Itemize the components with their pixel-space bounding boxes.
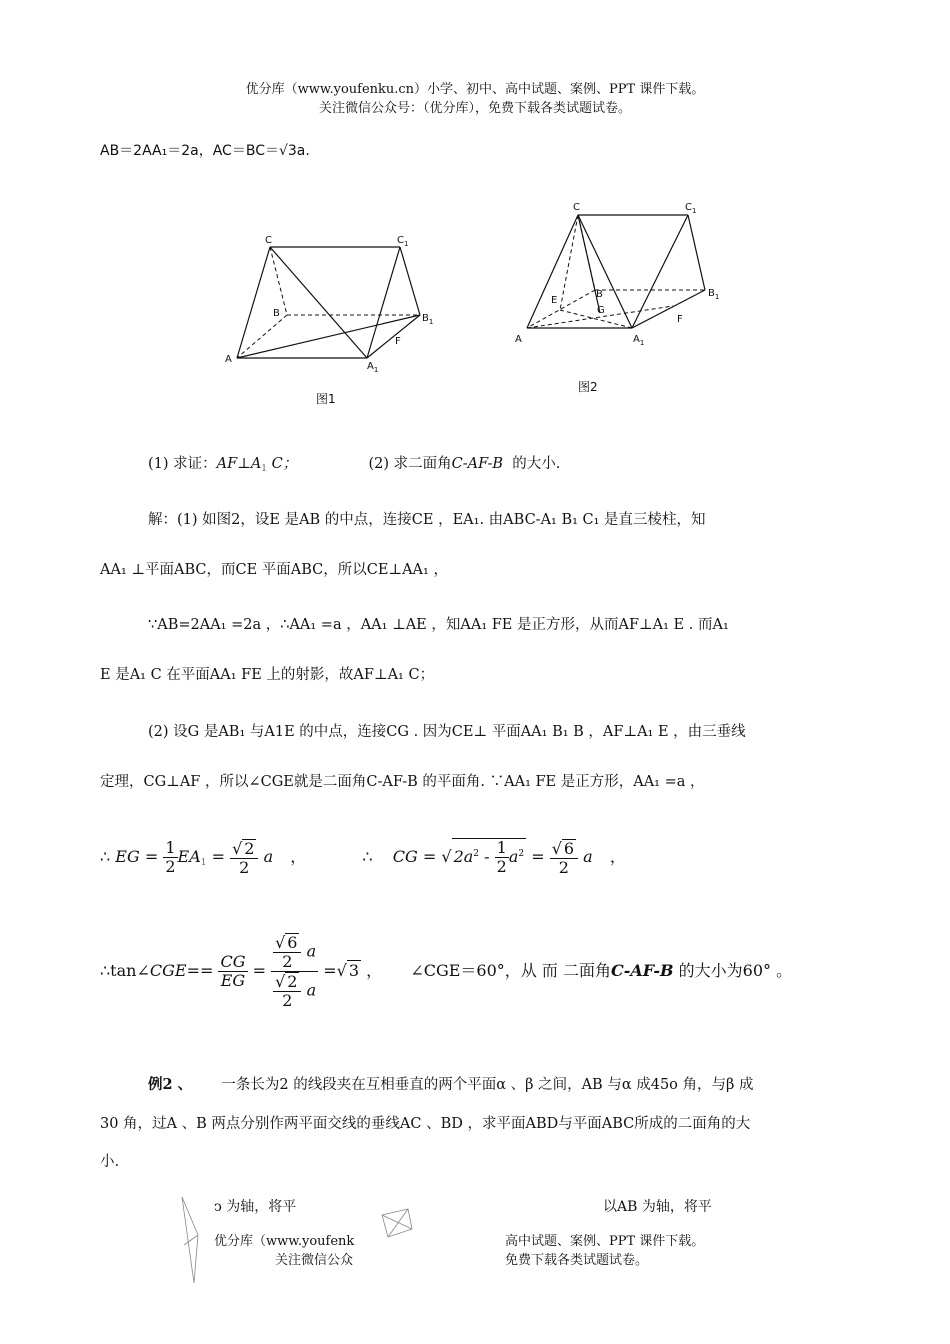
fig1-label-b1: $B_1$	[422, 313, 434, 326]
fig1-label-b: B	[273, 308, 280, 319]
formula-eg-cg: ∴ EG = $\frac{1}{2}$ $EA_1$ = $\frac{√ 2}{2}$ a ， ∴ CG = √ $2a^2$ - $\frac{1}{2}$ $a^2$ = $\frac{√ 6}{2}$ a ，	[100, 838, 626, 877]
formula-tan-cge: ∴tan∠CGE== $\frac{CG}{EG}$ = $\frac{√ 6}{2}$ a $\frac{√ 2}{2}$ a =√ 3 ， ∠CGE＝60°，从 而 二面角C-AF-B 的大小为60° 。	[100, 933, 793, 1010]
fig1-label-a1: $A_1$	[367, 361, 379, 374]
footer-left-text-3: 关注微信公众	[275, 1253, 354, 1268]
fig1-label-c: C	[265, 235, 272, 246]
footer-right-text-3: 免费下载各类试题试卷。	[505, 1253, 649, 1268]
footer-right-text-1: 以AB 为轴，将平	[603, 1199, 712, 1215]
fig2-label-b1: $B_1$	[708, 288, 720, 301]
fig2-label-c1: $C_1$	[685, 202, 697, 215]
question-line: (1) 求证：$AF\perp A_1$ C； (2) 求二面角C-AF-B 的大小.	[148, 456, 561, 474]
solution-line-5: (2) 设G 是AB₁ 与A1E 的中点，连接CG . 因为CE⊥ 平面AA₁ B₁ B ，AF⊥A₁ E ，由三垂线	[148, 724, 746, 740]
figure-2-caption: 图2	[578, 380, 598, 394]
solution-line-3: ∵AB=2AA₁ =2a ，∴AA₁ =a ，AA₁ ⊥AE ，知AA₁ FE 是正方形，从而AF⊥A₁ E . 而A₁	[148, 617, 729, 633]
fig1-label-c1: $C_1$	[397, 235, 409, 248]
fig2-label-c: C	[573, 202, 580, 213]
solution-line-1: 解：(1) 如图2，设E 是AB 的中点，连接CE ，EA₁. 由ABC-A₁ B₁ C₁ 是直三棱柱，知	[148, 512, 706, 528]
footer-left-text-1: ↄ 为轴，将平	[214, 1199, 297, 1215]
fig2-label-a1: $A_1$	[633, 334, 645, 347]
example-2-line-1: 例2 、 一条长为2 的线段夹在互相垂直的两个平面α 、β 之间，AB 与α 成45o 角，与β 成	[148, 1076, 754, 1093]
fig2-label-f: F	[677, 314, 683, 325]
footer-right-text-2: 高中试题、案例、PPT 课件下载。	[505, 1234, 705, 1249]
figure-2-diagram	[505, 195, 735, 355]
figure-1-caption: 图1	[316, 392, 336, 406]
header-line-2: 关注微信公众号：（优分库），免费下载各类试题试卷。	[318, 101, 631, 116]
solution-line-6: 定理，CG⊥AF ，所以∠CGE就是二面角C-AF-B 的平面角. ∵AA₁ FE 是正方形，AA₁ =a ，	[100, 774, 705, 790]
fig1-label-f: F	[395, 336, 401, 347]
header-line-1: 优分库（www.youfenku.cn）小学、初中、高中试题、案例、PPT 课件下载。	[245, 82, 705, 97]
fig1-label-a: A	[225, 354, 232, 365]
solution-line-2: AA₁ ⊥平面ABC，而CE 平面ABC，所以CE⊥AA₁ ，	[100, 562, 448, 578]
fig2-label-b: B	[596, 289, 603, 300]
footer-left-text-2: 优分库（www.youfenk	[214, 1234, 355, 1249]
fig2-label-e: E	[551, 295, 558, 306]
footer-sketch-left	[180, 1195, 202, 1285]
footer-sketch-middle	[378, 1205, 414, 1241]
figure-1-diagram	[215, 225, 445, 380]
solution-line-4: E 是A₁ C 在平面AA₁ FE 上的射影，故AF⊥A₁ C；	[100, 667, 435, 683]
fig2-label-g: G	[597, 305, 605, 316]
given-condition: AB＝2AA₁＝2a，AC＝BC＝√3a.	[100, 143, 310, 159]
example-2-line-2: 30 角，过A 、B 两点分别作两平面交线的垂线AC 、BD ，求平面ABD与平面ABC所成的二面角的大	[100, 1116, 751, 1132]
example-2-line-3: 小.	[100, 1154, 120, 1170]
fig2-label-a: A	[515, 334, 522, 345]
